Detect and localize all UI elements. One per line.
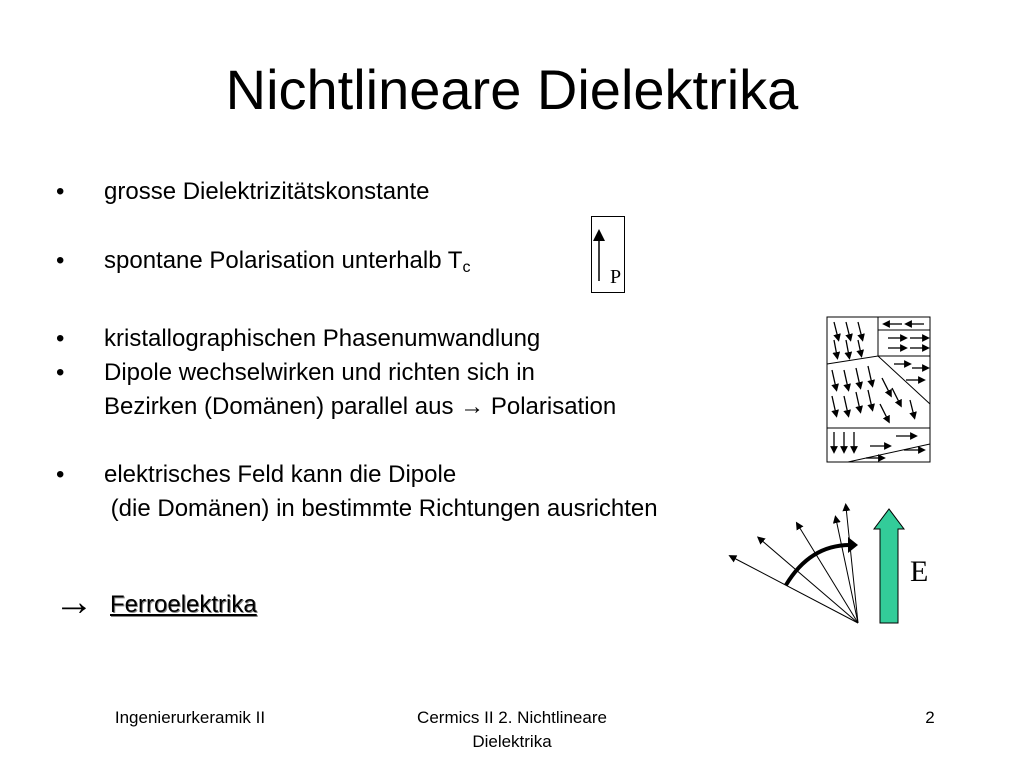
footer-course: Ingenierurkeramik II [114,708,266,727]
conclusion-text: Ferroelektrika [110,591,257,618]
bullet-text-5-line2: (die Domänen) in bestimmte Richtungen ausrichten [104,495,658,522]
rotation-arrowhead-icon [848,537,858,553]
domain-figure [826,316,932,464]
footer-title-line2: Dielektrika [472,732,552,751]
polarisation-figure [590,215,630,295]
domain-walls [827,317,930,462]
conclusion-arrow-icon: → [54,580,94,624]
rotating-dipoles [732,507,858,623]
bullet-text-4: Dipole wechselwirken und richten sich in [104,359,535,386]
footer-title [362,706,662,754]
field-alignment-figure [730,505,950,630]
bullet-text-2 [104,244,470,285]
dipole-arrows-bottom-down [834,432,854,450]
rotation-arc [786,545,850,585]
bullet-text-5: elektrisches Feld kann die Dipole [104,461,457,488]
electric-field-arrow-icon [874,509,904,623]
footer-title-line1: Cermics II 2. Nichtlineare [417,708,607,727]
slide-title: Nichtlineare Dielektrika [225,58,799,121]
bullet-text-3: kristallographischen Phasenumwandlung [104,325,541,352]
field-label: E [910,555,929,588]
subscript-c: c [462,259,471,276]
bullet-text-4-line2: Bezirken (Domänen) parallel aus → Polarisation [104,393,617,420]
bullet-marker: • [56,461,65,488]
bullet-marker: • [56,325,65,352]
dipole-arrows-right [888,338,926,380]
dipole-arrows-bottom-right [866,436,922,458]
polarisation-label: P [610,266,622,288]
bullet-marker: • [56,247,65,274]
page-number: 2 [925,708,935,727]
bullet-marker: • [56,359,65,386]
dipole-arrows-down [834,322,862,356]
bullet-marker: • [56,178,65,205]
bullet-text-1: grosse Dielektrizitätskonstante [104,178,430,205]
dipole-arrows-diagonal [832,366,914,420]
bullet-text-2-main: spontane Polarisation unterhalb T [104,247,463,274]
